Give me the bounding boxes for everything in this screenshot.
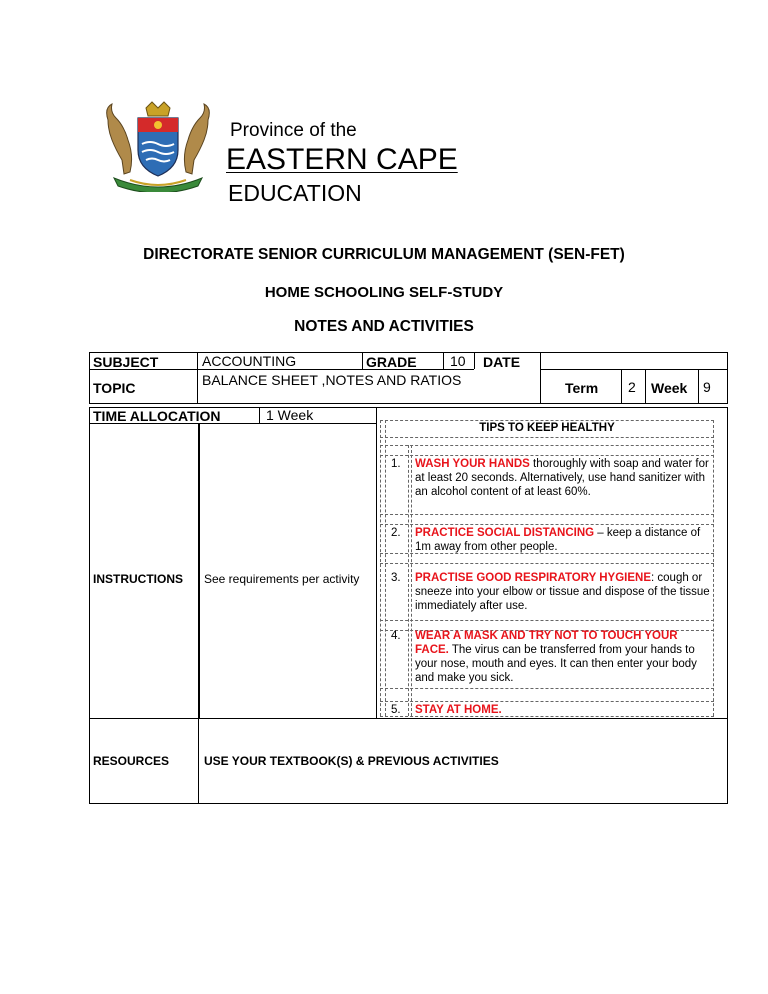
eastern-cape-crest-icon — [100, 100, 216, 192]
doc-type-heading: NOTES AND ACTIVITIES — [294, 318, 474, 335]
subject-label: SUBJECT — [93, 354, 159, 370]
tip-text — [415, 457, 710, 499]
tip-text — [415, 629, 710, 685]
province-line: Province of the — [230, 120, 357, 141]
time-allocation-value: 1 Week — [266, 407, 314, 423]
tip-number: 5. — [391, 704, 401, 716]
subject-value: ACCOUNTING — [202, 353, 297, 369]
time-allocation-label: TIME ALLOCATION — [93, 408, 221, 424]
grade-label: GRADE — [366, 354, 417, 370]
program-heading: HOME SCHOOLING SELF-STUDY — [264, 284, 504, 301]
week-label: Week — [651, 380, 688, 396]
tip-number: 2. — [391, 527, 401, 539]
topic-value: BALANCE SHEET ,NOTES AND RATIOS — [202, 372, 462, 388]
tip-body: – keep a distance of 1m away from other people. — [415, 527, 701, 553]
instructions-label: INSTRUCTIONS — [93, 572, 183, 586]
grade-value: 10 — [450, 353, 466, 369]
tip-body: The virus can be transferred from your hands to your nose, mouth and eyes. It can then enter your body and make you sick. — [415, 644, 697, 684]
topic-label: TOPIC — [93, 380, 136, 396]
tips-title: TIPS TO KEEP HEALTHY — [479, 422, 615, 434]
department-name: EDUCATION — [228, 180, 362, 206]
tip-text — [415, 571, 710, 613]
tip-highlight: WASH YOUR HANDS — [415, 458, 530, 470]
tip-number: 1. — [391, 458, 401, 470]
tip-highlight: PRACTISE GOOD RESPIRATORY HYGIENE — [415, 572, 652, 584]
tip-highlight: PRACTICE SOCIAL DISTANCING — [415, 527, 595, 539]
directorate-heading: DIRECTORATE SENIOR CURRICULUM MANAGEMENT (SEN-FET) — [143, 246, 625, 263]
province-name: EASTERN CAPE — [226, 143, 458, 176]
term-label: Term — [565, 380, 599, 396]
tip-body: : cough or sneeze into your elbow or tissue and dispose of the tissue immediately after use. — [415, 572, 710, 612]
resources-value: USE YOUR TEXTBOOK(S) & PREVIOUS ACTIVITIES — [204, 754, 499, 768]
instructions-value: See requirements per activity — [204, 572, 360, 586]
health-tips-box — [380, 420, 714, 716]
tip-text — [415, 526, 710, 554]
term-value: 2 — [628, 379, 636, 395]
date-label: DATE — [483, 354, 521, 370]
tip-number: 3. — [391, 572, 401, 584]
tip-highlight: WEAR A MASK AND TRY NOT TO TOUCH YOUR FACE. — [415, 630, 678, 656]
tip-body: thoroughly with soap and water for at least 20 seconds. Alternatively, use hand sanitizer with an alcohol content of at least 60%. — [415, 458, 709, 498]
tip-highlight: STAY AT HOME. — [415, 704, 502, 716]
tip-text — [415, 703, 710, 717]
resources-label: RESOURCES — [93, 754, 170, 768]
week-value: 9 — [703, 379, 711, 395]
tip-number: 4. — [391, 630, 401, 642]
